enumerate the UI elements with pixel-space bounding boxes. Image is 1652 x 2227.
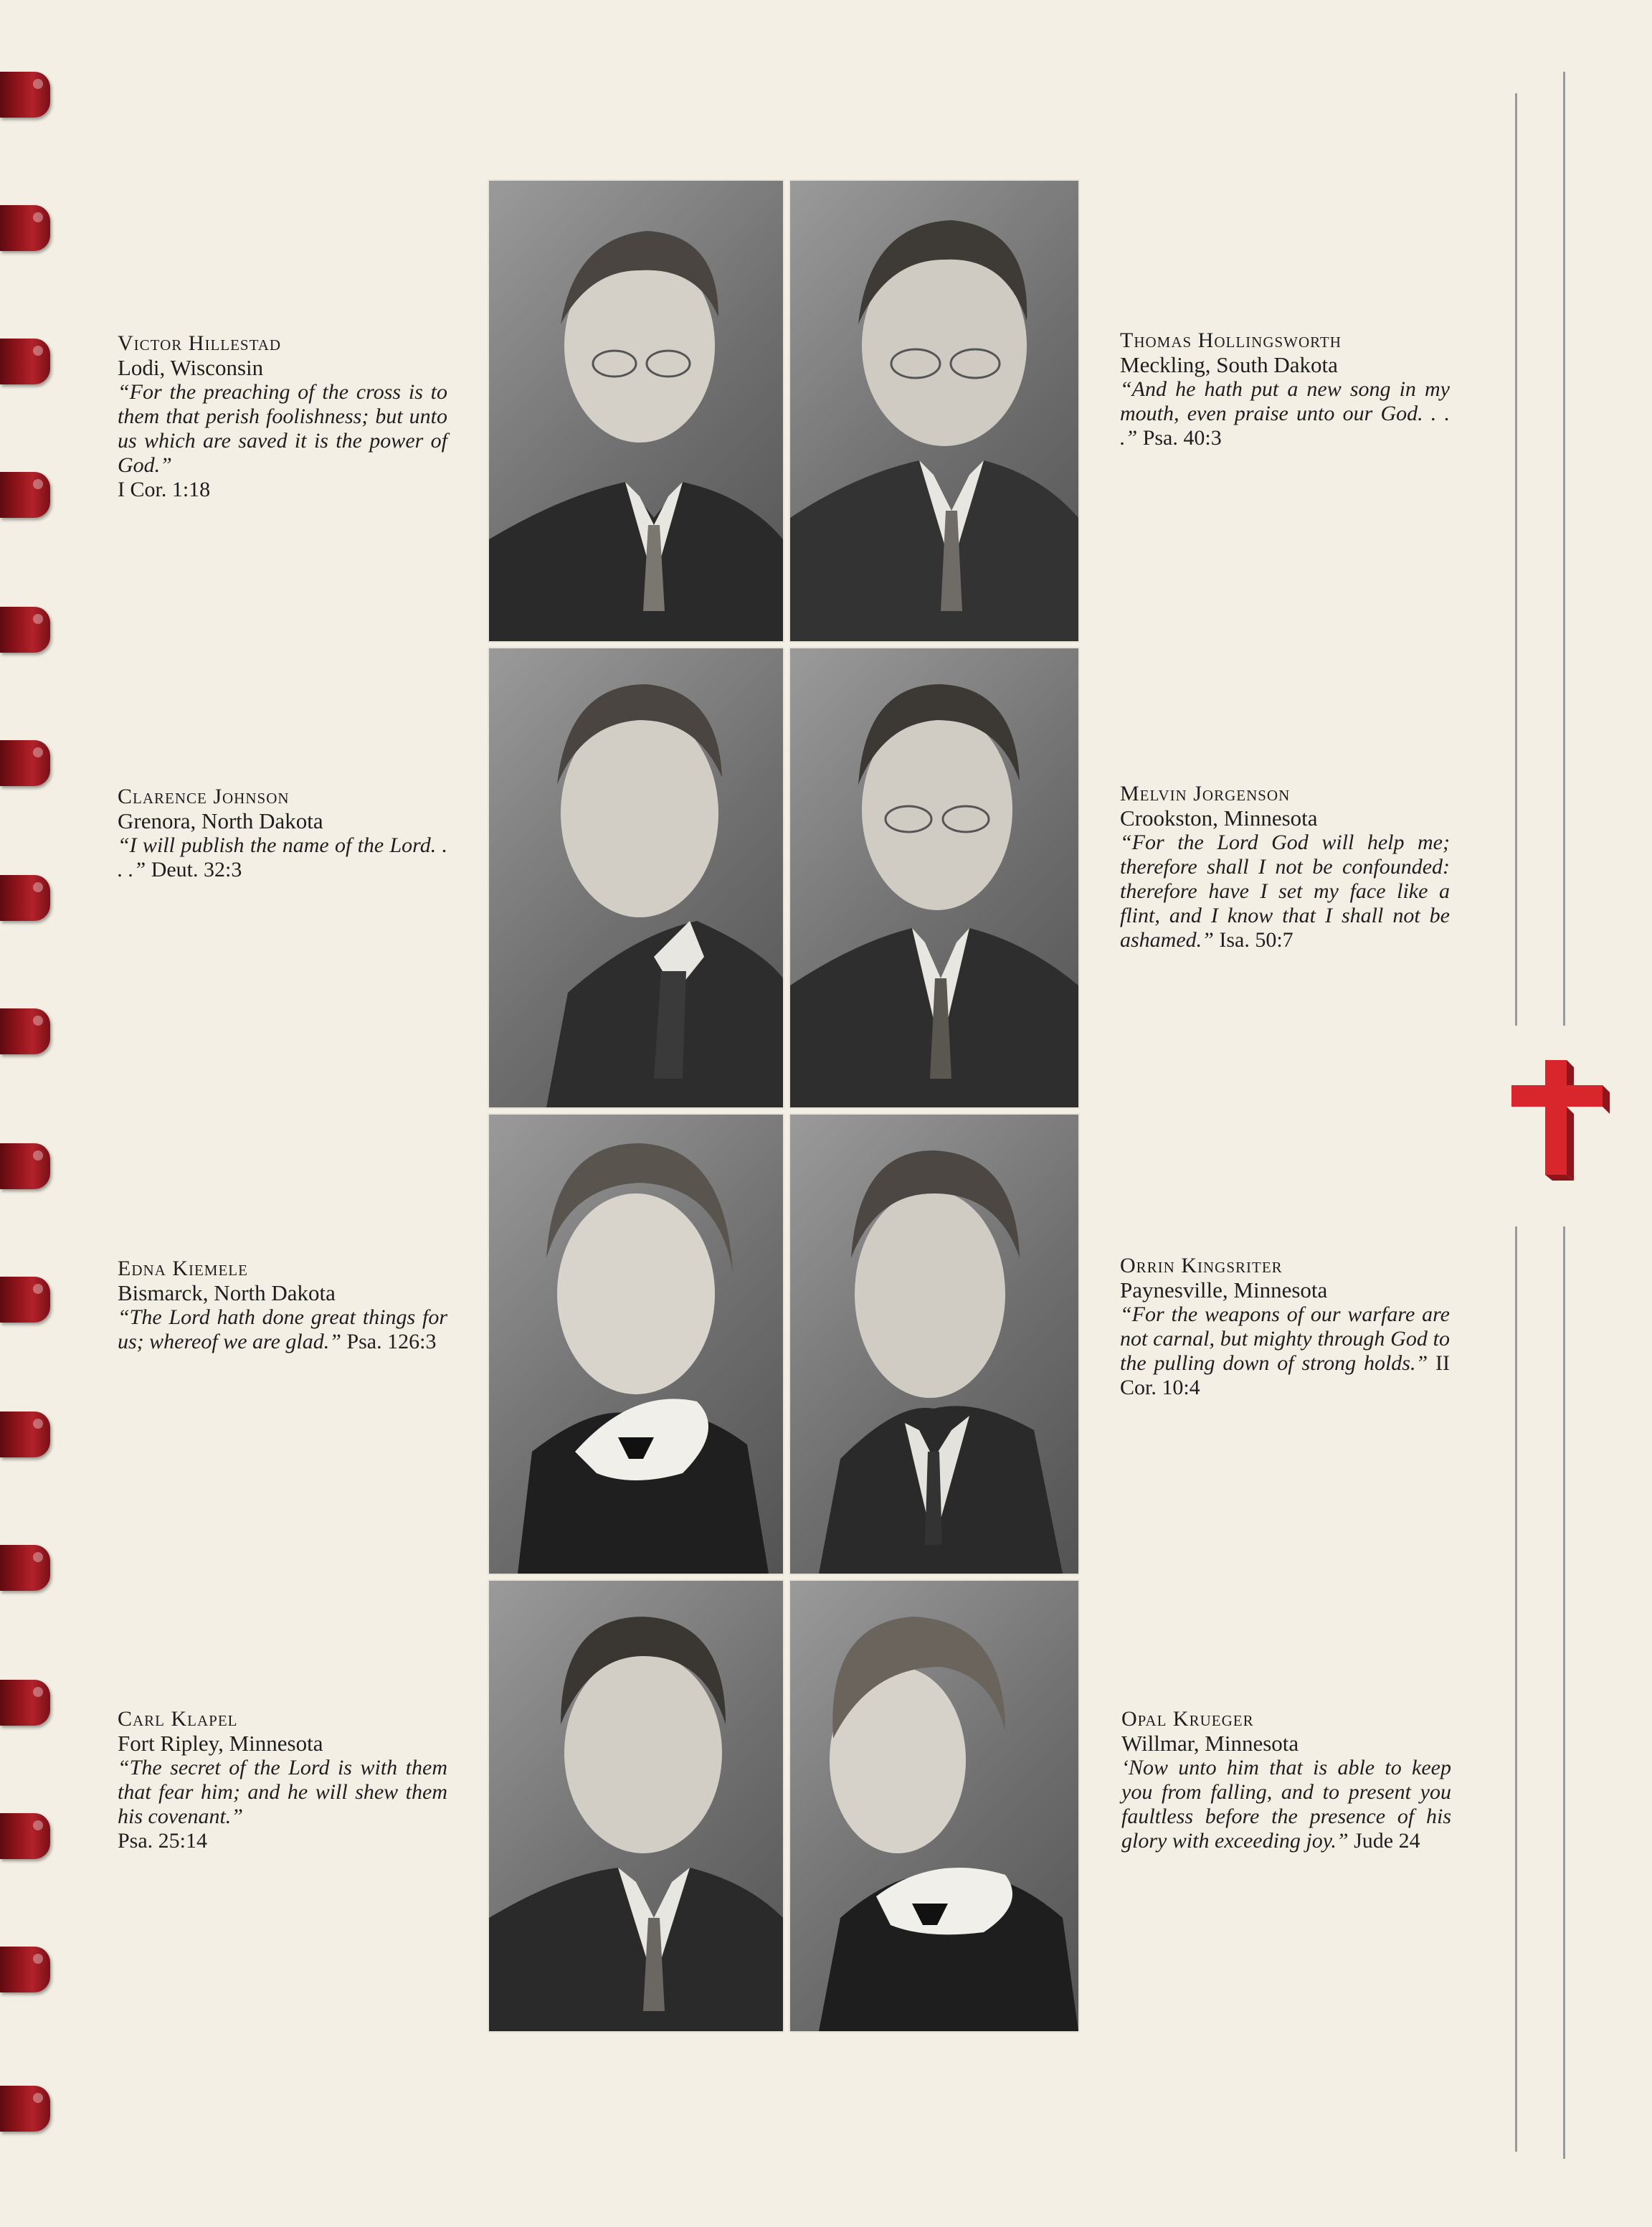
student-hometown: Fort Ripley, Minnesota — [118, 1731, 323, 1756]
verse-text: ‘Now unto him that is able to keep you from falling, and to present you faultless before the presence of his glory with exceeding joy.” — [1121, 1756, 1451, 1853]
portrait-photo — [790, 1581, 1078, 2031]
verse-text: “For the preaching of the cross is to them that perish foolishness; but unto us which are saved it is the power of God.” — [118, 380, 447, 477]
student-verse — [118, 833, 447, 882]
binding-ring — [0, 875, 50, 921]
binding-ring — [0, 1680, 50, 1726]
student-bio — [1121, 1707, 1451, 1853]
verse-reference: Isa. 50:7 — [1219, 928, 1293, 952]
student-hometown: Bismarck, North Dakota — [118, 1280, 336, 1305]
verse-text: “For the Lord God will help me; therefore shall I not be confounded: therefore have I set my face like a flint, and I know that I shall not be ashamed.” — [1120, 831, 1450, 952]
portrait-photo — [489, 1581, 783, 2031]
cross-icon — [1506, 1053, 1613, 1182]
student-bio — [1120, 782, 1450, 952]
binding-ring — [0, 72, 50, 118]
portrait-photo — [790, 1115, 1078, 1574]
verse-text: “And he hath put a new song in my mouth, even praise unto our God. . . .” — [1120, 377, 1450, 450]
binding-ring — [0, 1008, 50, 1054]
verse-text: “For the weapons of our warfare are not carnal, but mighty through God to the pulling down of strong holds.” — [1120, 1302, 1450, 1375]
binding-ring — [0, 205, 50, 251]
verse-text: “The Lord hath done great things for us; whereof we are glad.” — [118, 1305, 447, 1353]
student-verse — [1120, 1302, 1450, 1400]
student-name: Victor Hillestad — [118, 331, 282, 355]
student-bio — [118, 785, 447, 882]
verse-reference: I Cor. 1:18 — [118, 478, 211, 501]
binding-ring — [0, 740, 50, 786]
binding-ring — [0, 1545, 50, 1591]
student-verse — [118, 1756, 447, 1853]
student-bio — [118, 1257, 447, 1354]
verse-reference: Deut. 32:3 — [151, 858, 242, 881]
decorative-rule — [1563, 1226, 1565, 2159]
binding-ring — [0, 339, 50, 384]
binding-ring — [0, 1412, 50, 1457]
verse-reference: Psa. 126:3 — [346, 1330, 437, 1353]
student-name: Clarence Johnson — [118, 785, 290, 808]
student-verse — [1120, 377, 1450, 450]
portrait-photo — [489, 1115, 783, 1574]
student-hometown: Grenora, North Dakota — [118, 808, 323, 833]
student-hometown: Crookston, Minnesota — [1120, 805, 1318, 831]
student-bio — [1120, 328, 1450, 450]
student-name: Opal Krueger — [1121, 1707, 1254, 1731]
portrait-photo — [790, 181, 1078, 641]
binding-ring — [0, 1277, 50, 1323]
binding-ring — [0, 472, 50, 518]
portrait-photo — [489, 648, 783, 1107]
student-hometown: Paynesville, Minnesota — [1120, 1277, 1328, 1302]
verse-reference: Psa. 25:14 — [118, 1829, 208, 1853]
student-name: Carl Klapel — [118, 1707, 238, 1731]
binding-ring — [0, 1813, 50, 1859]
student-name: Edna Kiemele — [118, 1257, 248, 1280]
student-hometown: Meckling, South Dakota — [1120, 352, 1338, 377]
verse-reference: II Cor. 10:4 — [1120, 1351, 1450, 1399]
student-name: Thomas Hollingsworth — [1120, 328, 1342, 352]
student-bio — [118, 1707, 447, 1853]
verse-reference: Psa. 40:3 — [1142, 426, 1222, 450]
binding-ring — [0, 2086, 50, 2132]
student-verse — [118, 380, 447, 502]
student-verse — [1120, 831, 1450, 952]
decorative-rule — [1563, 72, 1565, 1026]
portrait-photo — [790, 648, 1078, 1107]
student-verse — [1121, 1756, 1451, 1853]
binding-ring — [0, 1947, 50, 1992]
student-hometown: Willmar, Minnesota — [1121, 1731, 1299, 1756]
binding-ring — [0, 1143, 50, 1189]
portrait-photo — [489, 181, 783, 641]
verse-reference: Jude 24 — [1354, 1829, 1420, 1853]
student-name: Melvin Jorgenson — [1120, 782, 1291, 805]
verse-text: “The secret of the Lord is with them that fear him; and he will shew them his covenant.” — [118, 1756, 447, 1828]
student-bio — [1120, 1254, 1450, 1400]
student-verse — [118, 1305, 447, 1354]
verse-text: “I will publish the name of the Lord. . . .” — [118, 833, 447, 881]
student-name: Orrin Kingsriter — [1120, 1254, 1283, 1277]
binding-ring — [0, 607, 50, 653]
decorative-rule — [1515, 93, 1517, 1026]
portrait-grid — [489, 181, 1078, 2031]
student-hometown: Lodi, Wisconsin — [118, 355, 264, 380]
decorative-rule — [1515, 1226, 1517, 2152]
student-bio — [118, 331, 447, 502]
